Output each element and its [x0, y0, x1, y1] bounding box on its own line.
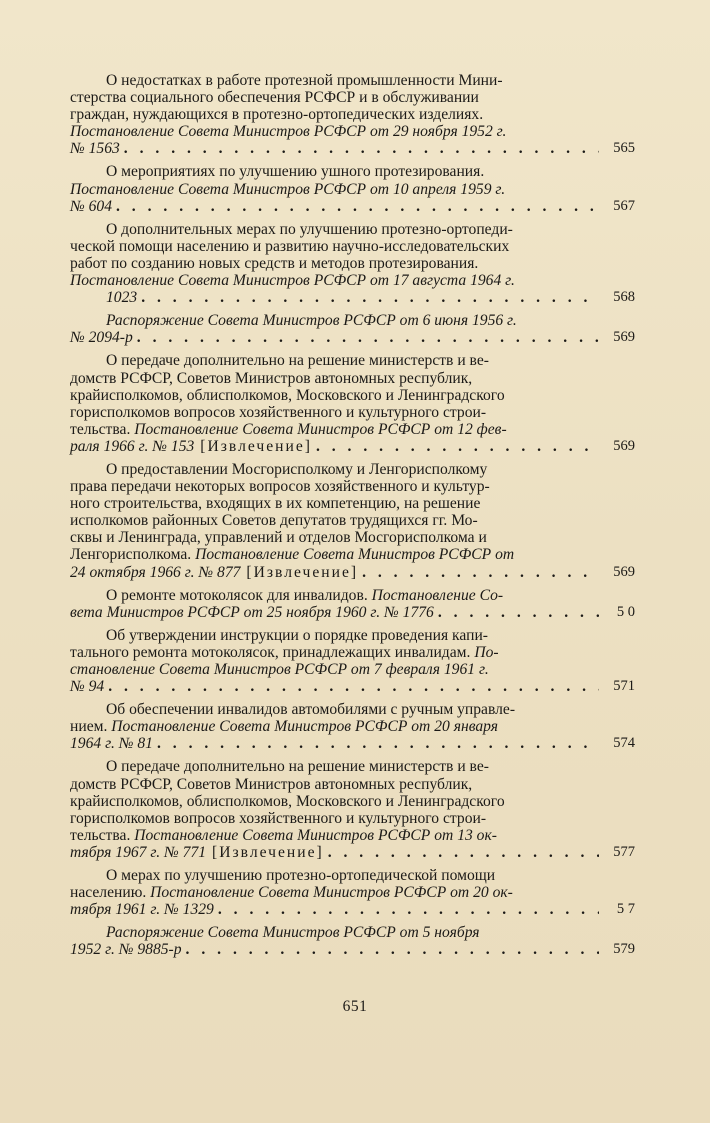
entry-mixed-line: [70, 884, 635, 901]
toc-entry-7: [70, 587, 635, 621]
entry-mixed-line: [70, 644, 635, 661]
dot-leader: [157, 735, 599, 752]
entry-leader-line: [70, 604, 635, 621]
entry-text-line: горисполкомов вопросов хозяйственного и культурного строи-: [70, 809, 487, 827]
entry-text-fragment: нием.: [70, 718, 112, 736]
entry-leader-line: [70, 198, 635, 215]
dot-leader: [316, 438, 599, 455]
page-number: 5 7: [616, 901, 635, 918]
table-of-contents: [70, 72, 635, 965]
entry-mixed-line: [70, 546, 635, 563]
dot-leader: [137, 329, 599, 346]
toc-entry-12: [70, 924, 635, 958]
entry-mixed-line: [70, 827, 635, 844]
entry-source-fragment: Постановление Совета Министров РСФСР от 12 фев-: [134, 420, 507, 438]
entry-source-line: Распоряжение Совета Министров РСФСР от 6 июня 1956 г.: [106, 312, 517, 330]
dot-leader: [141, 289, 599, 306]
page-number: 577: [613, 843, 635, 860]
dot-leader: [328, 844, 599, 861]
entry-source-fragment: Постановление Совета Министров РСФСР от: [195, 546, 515, 564]
entry-leader-line: [70, 901, 635, 918]
entry-source-fragment: Постановление Совета Министров РСФСР от 20 января: [111, 718, 498, 736]
entry-text-fragment: населению.: [70, 884, 151, 902]
dot-leader: [186, 941, 599, 958]
entry-source-tail: № 2094-р: [70, 329, 133, 347]
entry-source-line: становление Совета Министров РСФСР от 7 февраля 1961 г.: [70, 661, 489, 678]
entry-text-line: исполкомов районных Советов депутатов трудящихся гг. Мо-: [70, 512, 478, 530]
page-number: 5 0: [616, 603, 635, 620]
entry-source-tail: раля 1966 г. № 153: [70, 437, 195, 455]
toc-entry-2: [70, 163, 635, 214]
toc-entry-3: [70, 221, 635, 306]
entry-text-line: О передаче дополнительно на решение министерств и ве-: [106, 352, 489, 370]
entry-source-tail: тября 1967 г. № 771: [70, 843, 207, 861]
page-number: 568: [613, 289, 635, 306]
entry-source-fragment: По-: [474, 643, 499, 661]
entry-text-fragment: Ленгорисполкома.: [70, 546, 196, 564]
dot-leader: [116, 198, 599, 215]
entry-text-line: граждан, нуждающихся в протезно-ортопедических изделиях.: [70, 106, 484, 124]
excerpt-note: [Извлечение]: [212, 843, 324, 861]
entry-source-tail: 1952 г. № 9885-р: [70, 941, 182, 959]
toc-entry-6: [70, 461, 635, 581]
entry-source-tail: 24 октября 1966 г. № 877: [70, 563, 241, 581]
entry-leader-line: [70, 140, 635, 157]
entry-source-tail: 1964 г. № 81: [70, 735, 153, 753]
page-number: 567: [613, 197, 635, 214]
entry-source-tail: вета Министров РСФСР от 25 ноября 1960 г. № 1776: [70, 603, 434, 621]
dot-leader: [218, 901, 599, 918]
page-folio-number: 651: [342, 998, 368, 1015]
entry-text-line: О передаче дополнительно на решение министерств и ве-: [106, 758, 489, 776]
entry-leader-line: [70, 438, 635, 455]
entry-text-line: домств РСФСР, Советов Министров автономных республик,: [70, 775, 473, 793]
entry-leader-line: [70, 289, 635, 306]
page-number: 569: [613, 329, 635, 346]
entry-mixed-line: [70, 718, 635, 735]
entry-leader-line: [70, 564, 635, 581]
entry-source-fragment: Постановление Совета Министров РСФСР от 20 ок-: [150, 884, 513, 902]
entry-text-line: права передачи некоторых вопросов хозяйственного и культур-: [70, 478, 490, 496]
entry-text-line: О мероприятиях по улучшению ушного протезирования.: [106, 163, 485, 181]
entry-source-tail: № 1563: [70, 140, 120, 158]
entry-text-line: крайисполкомов, облисполкомов, Московского и Ленинградского: [70, 386, 505, 404]
entry-leader-line: [70, 844, 635, 861]
dot-leader: [362, 564, 599, 581]
entry-text-line: работ по созданию новых средств и методов протезирования.: [70, 254, 479, 272]
entry-text-line: Об утверждении инструкции о порядке проведения капи-: [106, 626, 489, 644]
entry-text-line: ческой помощи населению и развитию научно-исследовательских: [70, 237, 510, 255]
entry-source-line: Распоряжение Совета Министров РСФСР от 5 ноября: [106, 924, 480, 942]
page-number: 565: [613, 140, 635, 157]
entry-mixed-line: [70, 587, 635, 604]
entry-source-fragment: Постановление Совета Министров РСФСР от 13 ок-: [134, 826, 497, 844]
toc-entry-9: [70, 701, 635, 752]
entry-leader-line: [70, 329, 635, 346]
entry-text-fragment: О ремонте мотоколясок для инвалидов.: [106, 586, 372, 604]
entry-leader-line: [70, 678, 635, 695]
toc-entry-10: [70, 758, 635, 861]
entry-leader-line: [70, 941, 635, 958]
entry-text-line: ного строительства, входящих в их компетенцию, на решение: [70, 495, 481, 513]
entry-source-line: Постановление Совета Министров РСФСР от 17 августа 1964 г.: [70, 272, 515, 290]
excerpt-note: [Извлечение]: [200, 437, 312, 455]
dot-leader: [124, 140, 599, 157]
entry-source-fragment: Постановление Со-: [371, 586, 504, 604]
entry-leader-line: [70, 735, 635, 752]
entry-text-line: стерства социального обеспечения РСФСР и в обслуживании: [70, 89, 479, 107]
dot-leader: [108, 678, 599, 695]
entry-text-line: О недостатках в работе протезной промышленности Мини-: [106, 72, 503, 89]
entry-text-line: О предоставлении Мосгорисполкому и Ленгорисполкому: [106, 460, 488, 478]
entry-source-line: Постановление Совета Министров РСФСР от 10 апреля 1959 г.: [70, 180, 506, 198]
entry-text-line: сквы и Ленинграда, управлений и отделов Мосгорисполкома и: [70, 529, 487, 547]
entry-source-line: Постановление Совета Министров РСФСР от 29 ноября 1952 г.: [70, 123, 507, 141]
page-number: 579: [613, 941, 635, 958]
entry-source-tail: № 94: [70, 678, 105, 696]
entry-mixed-line: [70, 421, 635, 438]
entry-text-fragment: тельства.: [70, 826, 135, 844]
entry-text-line: горисполкомов вопросов хозяйственного и культурного строи-: [70, 403, 487, 421]
page-number: 569: [613, 437, 635, 454]
toc-entry-11: [70, 867, 635, 918]
entry-text-line: О мерах по улучшению протезно-ортопедической помощи: [106, 867, 496, 885]
entry-source-tail: № 604: [70, 197, 112, 215]
entry-text-line: крайисполкомов, облисполкомов, Московского и Ленинградского: [70, 792, 505, 810]
entry-source-tail: тября 1961 г. № 1329: [70, 901, 214, 919]
page-number: 574: [613, 735, 635, 752]
page-number: 569: [613, 563, 635, 580]
entry-text-fragment: тельства.: [70, 420, 135, 438]
entry-text-line: О дополнительных мерах по улучшению протезно-ортопеди-: [106, 220, 513, 238]
toc-entry-4: [70, 312, 635, 346]
entry-source-tail: 1023: [106, 289, 138, 307]
excerpt-note: [Извлечение]: [246, 563, 359, 581]
toc-entry-1: [70, 72, 635, 157]
entry-text-line: домств РСФСР, Советов Министров автономных республик,: [70, 369, 473, 387]
page-number: 571: [613, 678, 635, 695]
entry-text-line: Об обеспечении инвалидов автомобилями с ручным управле-: [106, 701, 516, 719]
toc-entry-5: [70, 352, 635, 455]
dot-leader: [438, 604, 599, 621]
entry-text-fragment: тального ремонта мотоколясок, принадлежащих инвалидам.: [70, 643, 475, 661]
toc-entry-8: [70, 627, 635, 695]
